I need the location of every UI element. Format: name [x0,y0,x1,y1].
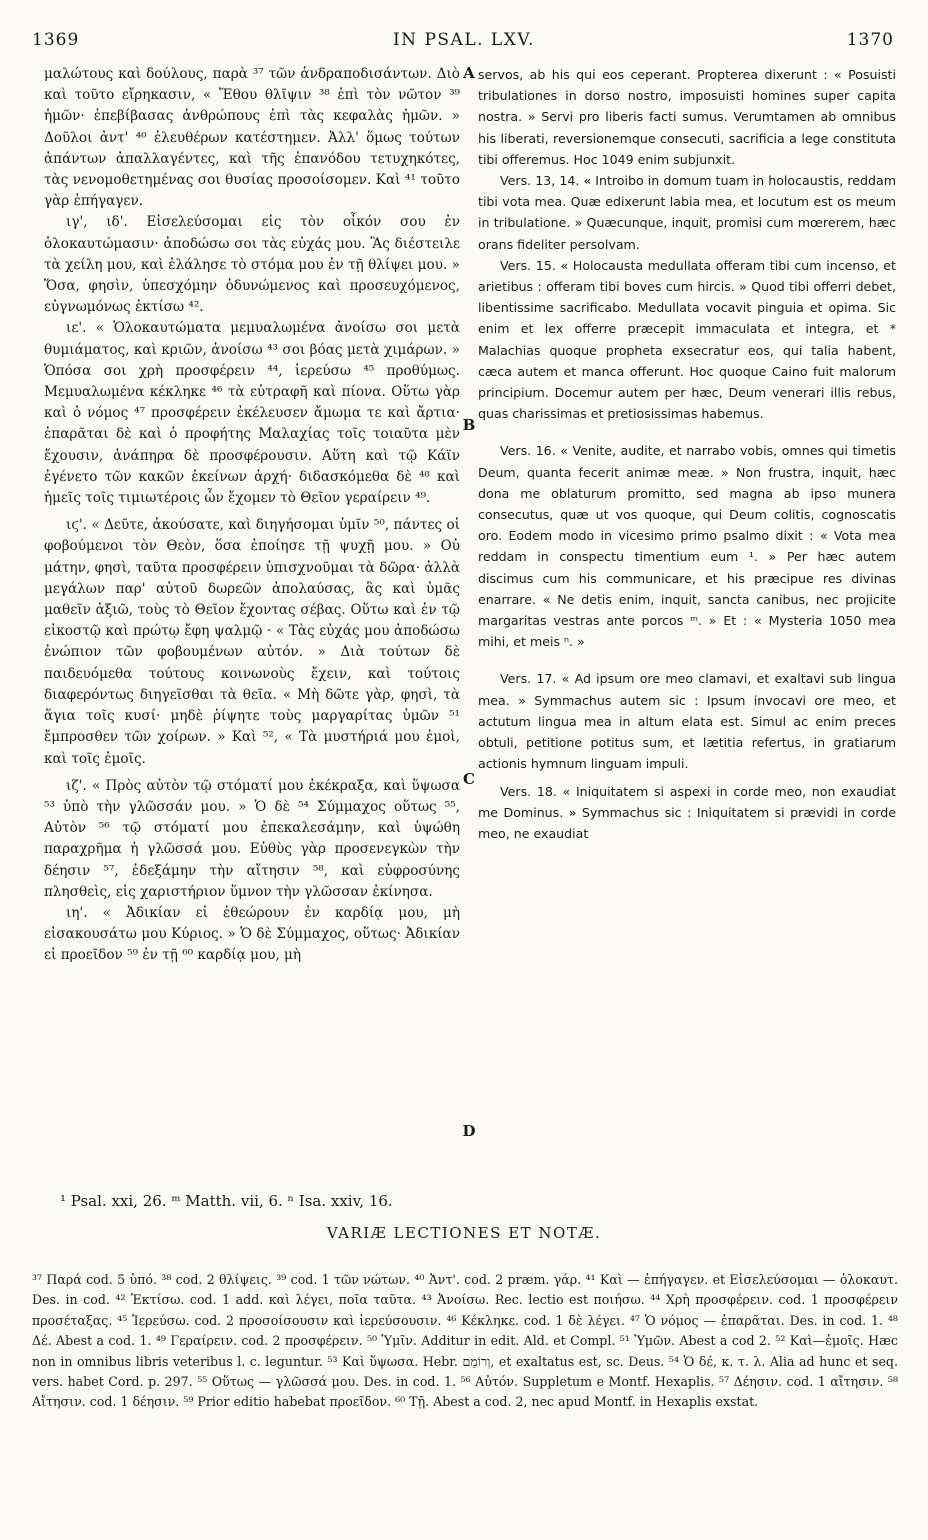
latin-column [478,64,896,844]
variae-lectiones-title: VARIÆ LECTIONES ET NOTÆ. [326,1224,602,1242]
running-title: IN PSAL. LXV. [392,30,536,50]
page-number-right: 1370 [846,30,894,50]
margin-letter-a: A [463,64,475,82]
greek-paragraph: ιζ'. « Πρὸς αὐτὸν τῷ στόματί μου ἐκέκραξα, καὶ ὕψωσα ⁵³ ὑπὸ τὴν γλῶσσάν μου. » Ὁ δὲ ⁵⁴ Σύμμαχος οὕτως ⁵⁵, Αὐτὸν ⁵⁶ τῷ στόματί μου ἐπεκαλεσάμην, καὶ ὑψώθη παραχρῆμα ἡ γλῶσσά μου. Εὐθὺς γὰρ προσενεγκὼν τὴν δέησιν ⁵⁷, ἐδεξάμην τὴν αἴτησιν ⁵⁸, καὶ εὐφροσύνης πλησθεὶς, εἰς χαριστήριον ὕμνον τὴν γλῶσσαν ἐκίνησα. [44,777,460,900]
latin-paragraph: Vers. 17. « Ad ipsum ore meo clamavi, et exaltavi sub lingua mea. » Symmachus autem sic : Ipsum invocavi ore meo, et actutum lingua mea in altum elata est. Simul ac enim preces obtuli, petitione potitus sum, et lætitia refertus, in gratiarum actionis hymnum linguam impuli. [478,671,896,772]
latin-paragraph: servos, ab his qui eos ceperant. Propterea dixerunt : « Posuisti tribulationes in dorso nostro, imposuisti homines super capita nostra. » Servi pro liberis facti sumus. Verumtamen ab omnibus his liberati, reversionemque consecuti, sacrificia a lege constituta tibi offeremus. Hoc 1049 enim subjunxit. [478,67,896,167]
greek-paragraph: ιϛ'. « Δεῦτε, ἀκούσατε, καὶ διηγήσομαι ὑμῖν ⁵⁰, πάντες οἱ φοβούμενοι τὸν Θεὸν, ὅσα ἐποίησε τῇ ψυχῇ μου. » Οὐ μάτην, φησὶ, ταῦτα προσφέρειν ὑπισχνοῦμαι τὰ δῶρα· ἀλλὰ μεγάλων παρ' αὐτοῦ δωρεῶν ἀπολαύσας, ἃς καὶ ὑμᾶς μαθεῖν ἀξιῶ, τοὺς τὸ Θεῖον ἔχοντας σέβας. Οὕτω καὶ ἐν τῷ εἰκοστῷ καὶ πρώτῳ ἔφη ψαλμῷ · « Τὰς εὐχάς μου ἀποδώσω ἐνώπιον τῶν φοβουμένων αὐτόν. » Διὰ τούτων δὲ παιδευόμεθα τούτους κοινωνοὺς ἔχειν, καὶ τούτοις διαφερόντως διηγεῖσθαι τὰ θεῖα. « Μὴ δῶτε γὰρ, φησὶ, τὰ ἅγια τοῖς κυσί· μηδὲ ῥίψητε τοὺς μαργαρίτας ὑμῶν ⁵¹ ἔμπροσθεν τῶν χοίρων. » Καὶ ⁵², « Τὰ μυστήριά μου ἐμοὶ, καὶ τοῖς ἐμοῖς. [44,517,460,767]
latin-paragraph: Vers. 16. « Venite, audite, et narrabo vobis, omnes qui timetis Deum, quanta fecerit animæ meæ. » Non frustra, inquit, hæc dona me oblaturum promitto, sed magna ab ipso munera consecutus, quæ ut vos quoque, qui Deum colitis, cognoscatis oro. Eodem modo in vicesimo primo psalmo dixit : « Vota mea reddam in conspectu timentium eum ¹. » Per hæc autem discimus cum his communicare, et his præcipue res divinas enarrare. « Ne detis enim, inquit, sancta canibus, nec projicite margaritas vestras ante porcos ᵐ. » Et : « Mysteria 1050 mea mihi, et meis ⁿ. » [478,443,896,650]
variae-lectiones-notes: ³⁷ Παρά cod. 5 ὑπό. ³⁸ cod. 2 θλίψεις. ³⁹ cod. 1 τῶν νώτων. ⁴⁰ Ἀντ'. cod. 2 præm. γάρ. ⁴¹ Καὶ — ἐπήγαγεν. et Εἰσελεύσομαι — ὁλοκαυτ. Des. in cod. ⁴² Ἐκτίσω. cod. 1 add. καὶ λέγει, ποῖα ταῦτα. ⁴³ Ἀνοίσω. Rec. lectio est ποιήσω. ⁴⁴ Χρὴ προσφέρειν. cod. 1 προσφέρειν προσέταξας. ⁴⁵ Ἱερεύσω. cod. 2 προσοίσουσιν καὶ ἱερεύσουσιν. ⁴⁶ Κέκληκε. cod. 1 δὲ λέγει. ⁴⁷ Ὁ νόμος — ἐπαρᾶται. Des. in cod. 1. ⁴⁸ Δέ. Abest a cod. 1. ⁴⁹ Γεραίρειν. cod. 2 προσφέρειν. ⁵⁰ Ὑμῖν. Additur in edit. Ald. et Compl. ⁵¹ Ὑμῶν. Abest a cod 2. ⁵² Καὶ—ἐμοῖς. Hæc non in omnibus libris veteribus l. c. leguntur. ⁵³ Καὶ ὕψωσα. Hebr. וְרוֹמַם, et exaltatus est, sc. Deus. ⁵⁴ Ὁ δέ, κ. τ. λ. Alia ad hunc et seq. vers. habet Cord. p. 297. ⁵⁵ Οὕτως — γλῶσσά μου. Des. in cod. 1. ⁵⁶ Αὐτόν. Suppletum e Montf. Hexaplis. ⁵⁷ Δέησιν. cod. 1 αἴτησιν. ⁵⁸ Αἴτησιν. cod. 1 δέησιν. ⁵⁹ Prior editio habebat προεῖδον. ⁶⁰ Τῇ. Abest a cod. 2, nec apud Montf. in Hexaplis exstat. [32,1272,898,1410]
margin-letter-b: B [462,416,476,434]
greek-paragraph: ιγ', ιδ'. Εἰσελεύσομαι εἰς τὸν οἶκόν σου ἐν ὁλοκαυτώμασιν· ἀποδώσω σοι τὰς εὐχάς μου. Ἃς διέστειλε τὰ χείλη μου, καὶ ἐλάλησε τὸ στόμα μου ἐν τῇ θλίψει μου. » Ὅσα, φησὶν, ὑπεσχόμην ὀδυνώμενος καὶ προσευχόμενος, εὐγνωμόνως ἐκτίσω ⁴². [44,214,460,316]
page-header [0,30,928,56]
footnote-references: ¹ Psal. xxi, 26. ᵐ Matth. vii, 6. ⁿ Isa. xxiv, 16. [60,1192,393,1210]
greek-column [44,64,460,967]
latin-paragraph: Vers. 18. « Iniquitatem si aspexi in corde meo, non exaudiat me Dominus. » Symmachus sic : Iniquitatem si prævidi in corde meo, ne exaudiat [478,783,896,841]
page-number-left: 1369 [32,30,80,50]
latin-paragraph: Vers. 15. « Holocausta medullata offeram tibi cum incenso, et arietibus : offeram tibi boves cum hircis. » Quod tibi offerri debet, libentissime sacrificabo. Medullata vocavit pinguia et opima. Sic enim et lex offerre præcepit immaculata et integra, et * Malachias quoque propheta exsecratur eos, qui talia habent, cæca autem et manca offerunt. Hoc quoque Caino fuit malorum principium. Docemur autem per hæc, Deum venerari illis rebus, quas charissimas et pretiosissimas habemus. [478,257,896,422]
greek-paragraph: μαλώτους καὶ δούλους, παρὰ ³⁷ τῶν ἀνδραποδισάντων. Διὸ καὶ τοῦτο εἴρηκασιν, « Ἔθου θλῖψιν ³⁸ ἐπὶ τὸν νῶτον ³⁹ ἡμῶν· ἐπεβίβασας ἀνθρώπους ἐπὶ τὰς κεφαλὰς ἡμῶν. » Δοῦλοι ἀντ' ⁴⁰ ἐλευθέρων κατέστημεν. Ἀλλ' ὅμως τούτων ἁπάντων ἀπαλλαγέντες, καὶ τῆς ἐπανόδου τετυχηκότες, τὰς νενομοθετημένας σοι θυσίας προσοίσομεν. Καὶ ⁴¹ τοῦτο γὰρ ἐπήγαγεν. [44,66,460,210]
greek-paragraph: ιη'. « Ἀδικίαν εἰ ἐθεώρουν ἐν καρδίᾳ μου, μὴ εἰσακουσάτω μου Κύριος. » Ὁ δὲ Σύμμαχος, οὕτως· Ἀδικίαν εἰ προεῖδον ⁵⁹ ἐν τῇ ⁶⁰ καρδίᾳ μου, μὴ [44,904,460,964]
margin-letter-d: D [462,1122,476,1140]
greek-paragraph: ιε'. « Ὁλοκαυτώματα μεμυαλωμένα ἀνοίσω σοι μετὰ θυμιάματος, καὶ κριῶν, ἀνοίσω ⁴³ σοι βόας μετὰ χιμάρων. » Ὁπόσα σοι χρὴ προσφέρειν ⁴⁴, ἱερεύσω ⁴⁵ προθύμως. Μεμυαλωμένα κέκληκε ⁴⁶ τὰ εὐτραφῆ καὶ πίονα. Οὕτω γὰρ καὶ ὁ νόμος ⁴⁷ προσφέρειν ἐκέλευσεν ἄμωμα τε καὶ ἄρτια· ἐπαρᾶται δὲ καὶ ὁ προφήτης Μαλαχίας τοῖς τοιαῦτα μὲν ἔχουσιν, ἀνάπηρα δὲ προσφέρουσιν. Αὕτη καὶ τῷ Κάϊν ἐγένετο τῶν κακῶν ἐκείνων ἀρχή· διδασκόμεθα δὲ ⁴⁸ καὶ ἡμεῖς τοῖς τιμιωτέροις ὧν ἔχομεν τὸ Θεῖον γεραίρειν ⁴⁹. [44,320,460,507]
latin-paragraph: Vers. 13, 14. « Introibo in domum tuam in holocaustis, reddam tibi vota mea. Quæ edixerunt labia mea, et locutum est os meum in tribulatione. » Quæcunque, inquit, promisi cum mœrerem, hæc orans fideliter persolvam. [478,173,896,252]
margin-letter-c: C [463,770,475,788]
